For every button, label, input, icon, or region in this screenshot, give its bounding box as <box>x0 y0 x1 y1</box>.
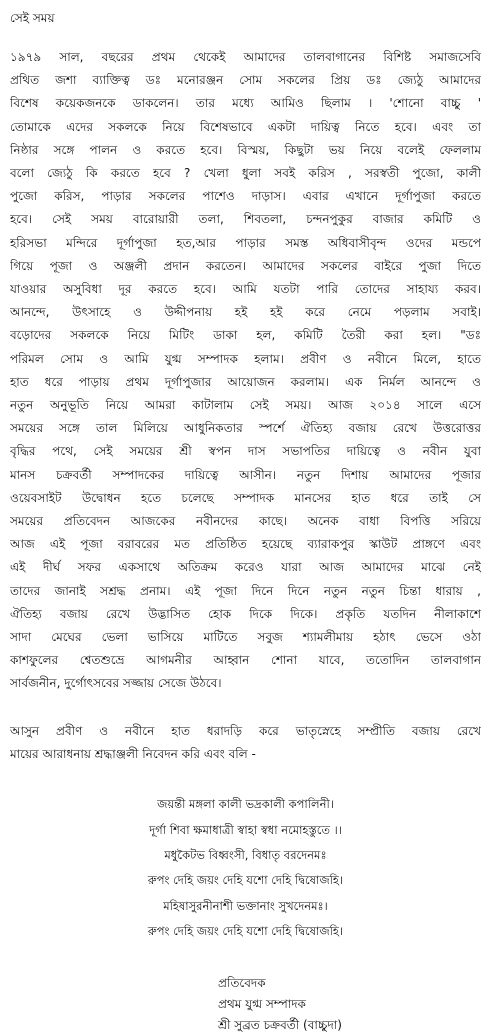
verse-line: মধুকৈটভ বিধ্বংসী, বিধাতৃ বরদেনমঃ <box>164 847 327 862</box>
body-line: নতুন অনুভূতি নিয়ে আমরা কাটালাম সেই সময়। আজ ২০১৪ সালে এসে <box>10 398 481 413</box>
body-line: পরিমল সোম ও আমি যুগ্ম সম্পাদক হলাম। প্রবীণ ও নবীনে মিলে, হাতে <box>10 351 481 366</box>
body-line: তোমাকে এদের সকলকে নিয়ে বিশেষভাবে একটা দায়িত্ব নিতে হবে। এবং তা <box>10 119 481 134</box>
verse-line: রুপং দেহি জয়ং দেহি যশো দেহি দ্বিষোজহি। <box>147 873 344 888</box>
body-line: ওয়েবসাইট উদ্বোধন হতে চলেছে সম্পাদক মানসের হাত ধরে তাই সে <box>10 490 481 505</box>
body-line: হরিসভা মন্দিরে দূর্গাপুজা হত,আর পাড়ার সমস্ত অধিবাসীবৃন্দ ওদের মন্ডপে <box>10 235 481 250</box>
appeal-line: মায়ের আরাধনায় শ্রদ্ধাঞ্জলী নিবেদন করি এবং বলি - <box>10 746 256 761</box>
body-line: বৃদ্ধির পথে, সেই সময়ের শ্রী স্বপন দাস সভাপতির দায়িত্বে ও নবীন যুবা <box>10 444 481 459</box>
body-line: যাওয়ার অসুবিধা দূর করতে হবে। আমি যতটা পারি তোদের সাহায্য করব। <box>10 282 481 297</box>
body-line: বড়োদের সকলকে নিয়ে মিটিং ডাকা হল, কমিটি তৈরী করা হল। "ডঃ <box>10 328 481 343</box>
body-line: কাশফুলের শ্বেতশুভ্রে আগমনীর আহ্বান শোনা যাবে, ততোদিন তালবাগান <box>10 653 481 668</box>
document-heading: সেই সময় <box>10 11 55 25</box>
body-paragraph <box>10 46 481 696</box>
verse-line: জয়ন্তী মঙ্গলা কালী ভদ্রকালী কপালিনী। <box>157 797 334 812</box>
body-line: বিশেষ কয়েকজনকে ডাকলেন। তার মধ্যে আমিও ছিলাম । 'শোনো বাচ্চু ' <box>10 96 481 111</box>
body-line: তাদের জানাই সশ্রদ্ধ প্রনাম। এই পূজা দিনে দিনে নতুন নতুন চিন্তা ধারায় , <box>10 583 481 598</box>
body-line: ঐতিহ্য বজায় রেখে উদ্ভাসিত হোক দিকে দিকে। প্রকৃতি যতদিন নীলাকাশে <box>10 606 481 621</box>
body-line: হবে। সেই সময় বারোয়ারী তলা, শিবতলা, চন্দনপুকুর বাজার কমিটি ও <box>10 212 481 227</box>
body-line: পুজো করিস, পাড়ার সকলের পাশেও দাড়াস। এবার এখানে দূর্গাপুজা করতে <box>10 189 481 204</box>
appeal-paragraph <box>10 720 481 766</box>
body-line: ১৯৭৯ সাল, বছরের প্রথম থেকেই আমাদের তালবাগানের বিশিষ্ট সমাজসেবি <box>10 50 481 64</box>
verse-line: দূর্গা শিবা ক্ষমাধাত্রী স্বাহা স্বধা নমোহস্তুতে ।। <box>149 822 342 837</box>
verse-line: মহিষাসুরনীনাশী ভক্তানাং সুখদেনমঃ। <box>163 898 328 913</box>
signature-author: শ্রী সুব্রত চক্রবর্তী (বাচ্চুদা) <box>218 1017 342 1032</box>
signature-block <box>218 973 481 1036</box>
verse-line: রুপং দেহি জয়ং দেহি যশো দেহি দ্বিষোজহি। <box>147 924 344 939</box>
body-line: নিষ্ঠার সঙ্গে পালন ও করতে হবে। বিস্ময়, কিছুটা ভয় নিয়ে বলেই ফেললাম <box>10 142 481 157</box>
body-line: সার্বজনীন, দুর্গোৎসবের সজ্জায় সেজে উঠবে। <box>10 676 222 691</box>
body-line: সময়ের প্রতিবেদন আজকের নবীনদের কাছে। অনেক বাধা বিপত্তি সরিয়ে <box>10 514 481 529</box>
body-line: বলো জ্যেঠু কি করতে হবে ? খেলা ধুলা সবই করিস , সরস্বতী পুজো, কালী <box>10 166 481 181</box>
appeal-line: আসুন প্রবীণ ও নবীনে হাত ধরাদড়ি করে ভাতৃস্নেহে সম্প্রীতি বজায় রেখে <box>10 723 481 738</box>
body-line: আনন্দে, উৎসাহে ও উদ্দীপনায় হই হই করে নেমে পড়লাম সবাই। <box>10 305 481 320</box>
body-line: গিয়ে পূজা ও অঞ্জলী প্রদান করতেন। আমাদের সকলের বাইরে পুজা দিতে <box>10 258 481 273</box>
body-line: আজ এই পূজা বরাবরের মত প্রতিষ্ঠিত হয়েছে ব্যারাকপুর স্কাউট প্রাঙ্গণে এবং <box>10 537 481 552</box>
body-line: সময়ের সঙ্গে তাল মিলিয়ে আধুনিকতার স্পর্শে ঐতিহ্য বজায় রেখে উত্তরোত্তর <box>10 421 481 436</box>
signature-role: প্রতিবেদক <box>218 975 266 990</box>
body-line: সাদা মেঘের ভেলা ভাসিয়ে মাটিতে সবুজ শ্যামলীমায় হঠাৎ ভেসে ওঠা <box>10 630 481 645</box>
body-line: এই দীর্ঘ সফর একসাথে অতিক্রম করেও যারা আজ আমাদের মাঝে নেই <box>10 560 481 575</box>
body-line: হাত ধরে পাড়ায় প্রথম দূর্গাপুজার আয়োজন করলাম। এক নির্মল আনন্দে ও <box>10 374 481 389</box>
body-line: মানস চক্রবর্তী সম্পাদকের দায়িত্বে আসীন। নতুন দিশায় আমাদের পূজার <box>10 467 481 482</box>
signature-title: প্রথম যুগ্ম সম্পাদক <box>218 996 306 1011</box>
body-line: প্রথিত জশা ব্যাক্তিত্ব ডঃ মনোরঞ্জন সোম সকলের প্রিয় ডঃ জ্যেঠু আমাদের <box>10 73 481 88</box>
prayer-verse <box>10 792 481 944</box>
